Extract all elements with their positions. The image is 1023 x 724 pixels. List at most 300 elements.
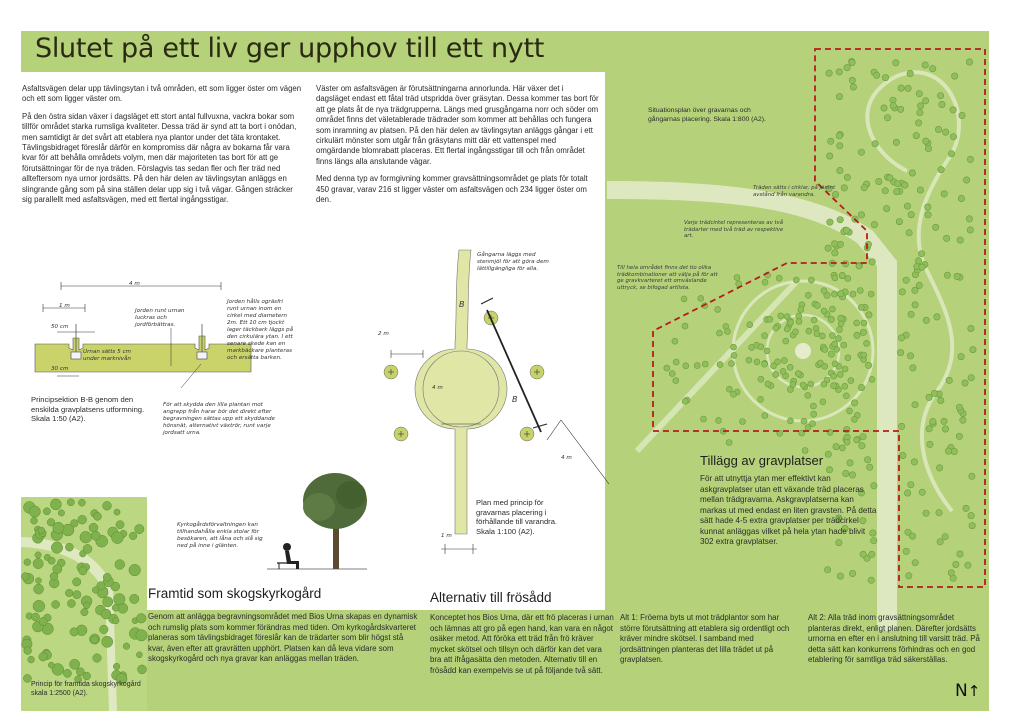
tree-icon [672, 338, 678, 344]
tree-icon [758, 396, 764, 402]
alternative-heading: Alternativ till frösådd [430, 590, 552, 605]
tree-icon [917, 110, 923, 116]
tree-icon [872, 141, 878, 147]
tree-icon [828, 138, 834, 144]
tree-icon [776, 275, 782, 281]
tree-icon [858, 304, 864, 310]
tree-icon [858, 384, 864, 390]
tree-icon [796, 319, 802, 325]
future-body: Genom att anlägga begravningsområdet med Bios Urna skapas en dynamisk och rumslig plats som kommer förändras med tiden. Om kyrkogårdskvarteret planeras som tävlingsbidraget föreslår kan de trädarter som blir högst stå kvar, även efter att gravrätten upphört. Platsen kan då leva vidare som skogskyrkogård och nya gravar kan anläggas mellan träden. [148, 612, 418, 664]
tree-icon [873, 72, 879, 78]
tree-icon [916, 282, 922, 288]
tree-icon [958, 195, 964, 201]
tree-icon [923, 138, 929, 144]
tree-icon [746, 357, 752, 363]
tree-icon [923, 510, 929, 516]
tree-icon [773, 372, 779, 378]
tree-icon [912, 287, 918, 293]
dimension-label: 1 m [59, 303, 70, 309]
tree-icon [715, 306, 721, 312]
tree-icon [832, 361, 838, 367]
tree-icon [114, 509, 120, 515]
tree-icon [942, 534, 948, 540]
tree-icon [966, 216, 972, 222]
tree-icon [857, 288, 863, 294]
dimension-label: 4 m [129, 281, 140, 287]
tree-icon [838, 321, 844, 327]
tree-icon [899, 289, 905, 295]
tree-icon [829, 333, 835, 339]
tree-icon [76, 668, 84, 676]
tree-icon [91, 636, 99, 644]
tree-icon [775, 359, 781, 365]
tree-icon [925, 146, 931, 152]
tree-icon [907, 353, 913, 359]
tree-icon [801, 418, 807, 424]
tree-icon [948, 570, 954, 576]
tree-icon [948, 151, 954, 157]
tree-icon [854, 320, 860, 326]
tree-icon [731, 352, 737, 358]
tree-icon [950, 107, 956, 113]
tree-icon [881, 105, 887, 111]
tree-icon [849, 59, 855, 65]
tree-icon [764, 348, 770, 354]
tree-icon [939, 101, 945, 107]
tree-icon [716, 417, 722, 423]
tree-icon [73, 591, 81, 599]
alternative-option-2: Alt 2: Alla träd inom gravsättningsområdet planteras direkt, enligt planen. Därefter jordsätts urnorna en efter en i anslutning till varsitt träd. På detta sätt kan konkurrens förhindras och en god etablering för samtliga träd säkerställas. [808, 613, 980, 665]
tree-icon [837, 217, 843, 223]
tree-icon [908, 211, 914, 217]
tree-icon [883, 205, 889, 211]
tree-icon [842, 366, 848, 372]
tree-icon [31, 517, 38, 524]
tree-icon [860, 329, 866, 335]
tree-icon [793, 277, 799, 283]
tree-icon [952, 73, 958, 79]
tree-icon [876, 178, 882, 184]
tree-icon [861, 320, 867, 326]
tree-icon [826, 70, 832, 76]
tree-icon [808, 381, 814, 387]
intro-paragraph: Väster om asfaltsvägen är förutsättningarna annorlunda. Här växer det i dagsläget endast ett fåtal träd utspridda över gräsytan. Dessa kommer tas bort för att ge plats åt de nya trädgrupperna. Längs med grusgångarna norr och söder om området finns det väletablerade trädrader som kommer att behållas och fungera som inramning av platsen. På den här delen av tävlingsytan anläggs gångar i ett cirkulärt mönster som utgår från gräsytans mitt där ett vattenspel med omgärdande blomrabatt placeras. Ett flertal ingångsstigar till och från området finns längs alla anslutande vägar. [316, 84, 599, 166]
alternative-option-1: Alt 1: Fröerna byts ut mot trädplantor som har större förutsättning att etablera sig ordentligt och kräver mindre skötsel. I samband med jordsättningen planteras det lilla trädet ut på gravplatsen. [620, 613, 790, 665]
tree-icon [911, 459, 917, 465]
tree-icon [917, 103, 923, 109]
tree-icon [35, 552, 41, 558]
tree-icon [936, 510, 942, 516]
tree-icon [843, 227, 849, 233]
tree-icon [837, 167, 843, 173]
bench-tree-sketch [267, 471, 367, 581]
tree-icon [821, 308, 827, 314]
tree-icon [24, 559, 31, 566]
tree-icon [860, 434, 866, 440]
tree-icon [767, 316, 773, 322]
tree-icon [78, 499, 85, 506]
tree-icon [828, 351, 834, 357]
tree-icon [113, 617, 120, 624]
tree-icon [919, 264, 925, 270]
tree-icon [944, 272, 950, 278]
tree-icon [926, 394, 932, 400]
tree-icon [915, 120, 921, 126]
tree-icon [92, 587, 99, 594]
tree-icon [70, 628, 78, 636]
tree-icon [894, 181, 900, 187]
tree-icon [938, 166, 944, 172]
section-marker-b: B [459, 300, 465, 309]
tree-icon [694, 363, 700, 369]
tree-icon [884, 115, 890, 121]
tree-icon [682, 323, 688, 329]
tree-icon [841, 185, 847, 191]
tree-icon [821, 381, 827, 387]
tree-icon [116, 521, 124, 529]
tree-icon [957, 551, 963, 557]
tree-icon [813, 325, 819, 331]
tree-icon [726, 386, 732, 392]
tree-icon [898, 335, 904, 341]
tree-icon [805, 292, 811, 298]
tree-icon [851, 400, 857, 406]
tree-icon [858, 212, 864, 218]
tree-icon [784, 326, 790, 332]
tree-icon [926, 426, 932, 432]
tree-icon [909, 170, 915, 176]
section-note-urn: Urnan sätts 5 cm under marknivån [83, 349, 131, 362]
tree-icon [967, 156, 973, 162]
tree-icon [902, 182, 908, 188]
section-caption: Principsektion B-B genom den enskilda gravplatsens utformning. Skala 1:50 (A2). [31, 395, 145, 423]
tree-icon [113, 663, 120, 670]
tree-icon [773, 325, 779, 331]
tree-icon [848, 378, 854, 384]
intro-paragraph: Med denna typ av formgivning kommer gravsättningsområdet ge plats för totalt 450 gravar, varav 216 st ligger väster om asfaltsvägen och 234 ligger öster om den. [316, 174, 588, 205]
tree-icon [927, 441, 933, 447]
tree-icon [805, 392, 811, 398]
tree-icon [907, 70, 913, 76]
tree-icon [905, 85, 911, 91]
tree-icon [937, 539, 943, 545]
section-note-soil: Jorden runt urnan luckras och jordförbättras. [135, 308, 185, 328]
tree-icon [102, 636, 113, 647]
tree-icon [941, 191, 947, 197]
tree-icon [931, 390, 937, 396]
tree-icon [946, 377, 952, 383]
tree-icon [837, 241, 843, 247]
tree-icon [701, 416, 707, 422]
tree-icon [94, 512, 102, 520]
page-title: Slutet på ett liv ger upphov till ett nytt [35, 33, 545, 64]
tree-icon [832, 341, 838, 347]
tree-icon [861, 185, 867, 191]
tree-icon [842, 383, 848, 389]
tree-icon [78, 515, 87, 524]
tree-icon [890, 103, 896, 109]
tree-icon [811, 411, 817, 417]
tree-icon [725, 329, 731, 335]
site-note-circle: Varje trädcirkel representeras av två trädarter med två träd av respektive art. [684, 220, 784, 240]
tree-icon [908, 311, 914, 317]
tree-icon [906, 230, 912, 236]
tree-icon [942, 426, 948, 432]
addition-heading: Tillägg av gravplatser [700, 453, 824, 468]
tree-icon [822, 363, 828, 369]
tree-icon [814, 331, 820, 337]
tree-icon [844, 439, 850, 445]
tree-icon [819, 333, 825, 339]
tree-icon [882, 74, 888, 80]
tree-icon [963, 505, 969, 511]
intro-column-1 [22, 84, 305, 212]
tree-icon [726, 440, 732, 446]
tree-icon [33, 559, 43, 569]
tree-icon [922, 62, 928, 68]
section-marker-b: B [512, 395, 518, 404]
tree-icon [28, 656, 35, 663]
tree-icon [681, 296, 687, 302]
tree-icon [965, 562, 971, 568]
tree-icon [956, 433, 962, 439]
tree-icon [837, 327, 843, 333]
tree-icon [850, 291, 856, 297]
section-note-protect: För att skydda den lilla plantan mot angrepp från harar bör det direkt efter begravningen sättas upp ett skyddande hönsnät, alternativt växtrör, runt varje jordsatt urna. [163, 402, 275, 436]
tree-icon [717, 330, 723, 336]
tree-icon [970, 346, 976, 352]
tree-icon [910, 365, 916, 371]
tree-icon [831, 241, 837, 247]
tree-icon [916, 91, 922, 97]
tree-icon [836, 69, 842, 75]
tree-icon [903, 277, 909, 283]
tree-icon [67, 499, 74, 506]
tree-icon [53, 522, 64, 533]
tree-icon [959, 112, 965, 118]
tree-icon [962, 380, 968, 386]
tree-icon [123, 643, 130, 650]
tree-icon [814, 302, 820, 308]
tree-icon [24, 647, 32, 655]
tree-icon [869, 259, 875, 265]
intro-paragraph: På den östra sidan växer i dagsläget ett stort antal fullvuxna, vackra bokar som tillför området starka rumsliga kvaliteter. Dessa träd är synd att ta bort i onödan, men samtidigt är det svårt att etablera nya plantor under det täta krontaket. Tävlingsbidraget föreslår därför en kompromiss där några av bokarna får vara kvar för att behålla områdets volym, men där majoriteten tas bort för att ge förutsättningar för de nya träden. Förslagvis tas sedan fler och fler träd ned allteftersom nya urnor jordsätts. På den här delen av tävlingsytan anläggs en slingrande gång som på sina ställen delar upp sig i två vägar. Gången sträcker sig parallellt med asfaltsvägen, med ett flertal ingångsstigar. [22, 111, 297, 205]
tree-icon [83, 602, 90, 609]
tree-icon [825, 245, 831, 251]
tree-icon [967, 227, 973, 233]
tree-icon [950, 134, 956, 140]
tree-icon [67, 600, 75, 608]
tree-icon [925, 204, 931, 210]
future-heading: Framtid som skogskyrkogård [148, 586, 322, 601]
tree-icon [958, 353, 964, 359]
tree-icon [966, 59, 972, 65]
tree-icon [783, 338, 789, 344]
tree-icon [822, 347, 828, 353]
site-note-rows: Träden sätts i cirklar, på jämnt avstånd från varandra. [753, 185, 836, 198]
tree-icon [923, 317, 929, 323]
north-arrow [955, 681, 980, 701]
tree-icon [934, 314, 940, 320]
tree-icon [861, 352, 867, 358]
tree-icon [115, 560, 125, 570]
tree-icon [841, 342, 847, 348]
tree-icon [137, 614, 147, 624]
tree-icon [941, 418, 947, 424]
tree-icon [930, 65, 936, 71]
tree-icon [112, 604, 119, 611]
intro-paragraph: Asfaltsvägen delar upp tävlingsytan i två områden, ett som ligger öster om vägen och ett som ligger väster om. [22, 84, 302, 104]
tree-icon [837, 143, 843, 149]
tree-icon [664, 365, 670, 371]
tree-icon [781, 357, 787, 363]
tree-icon [935, 126, 941, 132]
tree-icon [836, 133, 842, 139]
tree-icon [52, 601, 60, 609]
tree-icon [869, 376, 875, 382]
tree-icon [844, 64, 850, 70]
tree-icon [844, 174, 850, 180]
tree-icon [903, 548, 909, 554]
tree-icon [847, 408, 853, 414]
tree-icon [882, 188, 888, 194]
addition-box [692, 449, 877, 589]
tree-icon [58, 510, 64, 516]
tree-icon [943, 235, 949, 241]
dimension-label: 50 cm [51, 324, 69, 330]
tree-icon [788, 320, 794, 326]
tree-icon [839, 272, 845, 278]
tree-icon [36, 578, 42, 584]
tree-icon [793, 329, 799, 335]
tree-icon [682, 398, 688, 404]
tree-icon [38, 527, 45, 534]
tree-icon [893, 60, 899, 66]
tree-icon [845, 276, 851, 282]
tree-icon [135, 524, 144, 533]
tree-icon [828, 316, 834, 322]
tree-icon [951, 448, 957, 454]
tree-icon [731, 344, 737, 350]
tree-icon [909, 533, 915, 539]
tree-icon [904, 490, 910, 496]
dimension-label: 4 m [561, 455, 572, 461]
tree-icon [829, 306, 835, 312]
tree-icon [762, 361, 768, 367]
tree-icon [91, 531, 100, 540]
tree-icon [79, 567, 87, 575]
bench-note: Kyrkogårdsförvaltningen kan tillhandahålla enkla stolar för besökaren, att låna och slå sig ned på inne i glänten. [177, 522, 263, 549]
tree-icon [945, 448, 951, 454]
tree-icon [897, 349, 903, 355]
arrow-up-icon: ↑ [967, 682, 981, 700]
tree-icon [806, 328, 812, 334]
tree-icon [673, 359, 679, 365]
tree-icon [796, 313, 802, 319]
tree-icon [836, 336, 842, 342]
plan-caption: Plan med princip för gravarnas placering i förhållande till varandra. Skala 1:100 (A2). [476, 498, 558, 536]
tree-icon [827, 219, 833, 225]
tree-icon [933, 224, 939, 230]
tree-icon [65, 543, 73, 551]
tree-icon [730, 391, 736, 397]
tree-icon [81, 608, 88, 615]
tree-icon [103, 597, 113, 607]
tree-icon [827, 153, 833, 159]
tree-icon [919, 489, 925, 495]
tree-icon [850, 84, 856, 90]
tree-icon [851, 416, 857, 422]
tree-icon [953, 561, 959, 567]
tree-icon [864, 340, 870, 346]
tree-icon [866, 312, 872, 318]
north-label: N [955, 681, 968, 701]
tree-icon [798, 307, 804, 313]
tree-icon [936, 465, 942, 471]
tree-icon [33, 600, 45, 612]
tree-icon [968, 375, 974, 381]
tree-icon [894, 189, 900, 195]
tree-icon [673, 378, 679, 384]
addition-body: För att utnyttja ytan mer effektivt kan askgravplatser utan ett växande träd placeras mellan trädgravarna. Askgravplatserna kan markas ut med endast en liten gravsten. På detta sätt hade 4-5 extra gravplatser per trädcirkel kunnat anläggas vilket på hela ytan hade blivit 302 extra gravplatser. [700, 474, 877, 546]
tree-icon [832, 275, 838, 281]
tree-icon [858, 149, 864, 155]
tree-icon [821, 288, 827, 294]
tree-icon [912, 402, 918, 408]
tree-icon [868, 291, 874, 297]
tree-icon [762, 413, 768, 419]
tree-icon [101, 609, 111, 619]
tree-icon [747, 322, 753, 328]
tree-icon [811, 317, 817, 323]
tree-icon [898, 106, 904, 112]
tree-icon [34, 584, 44, 594]
tree-icon [136, 652, 142, 658]
tree-icon [765, 381, 771, 387]
tree-icon [717, 362, 723, 368]
tree-icon [937, 93, 943, 99]
tree-icon [871, 221, 877, 227]
tree-icon [762, 333, 768, 339]
tree-icon [70, 659, 80, 669]
tree-icon [740, 419, 746, 425]
small-forest-plan [21, 497, 147, 711]
tree-icon [136, 630, 147, 641]
tree-icon [915, 258, 921, 264]
tree-icon [893, 139, 899, 145]
tree-icon [837, 371, 843, 377]
tree-icon [103, 573, 111, 581]
tree-icon [838, 290, 844, 296]
tree-icon [856, 263, 862, 269]
tree-icon [48, 557, 55, 564]
tree-icon [810, 421, 816, 427]
tree-icon [904, 203, 910, 209]
tree-icon [925, 212, 931, 218]
tree-icon [43, 508, 50, 515]
tree-icon [908, 482, 914, 488]
tree-icon [960, 417, 966, 423]
tree-icon [938, 397, 944, 403]
tree-icon [32, 613, 40, 621]
tree-icon [906, 573, 912, 579]
tree-icon [832, 291, 838, 297]
tree-icon [758, 344, 764, 350]
tree-icon [917, 187, 923, 193]
tree-icon [762, 279, 768, 285]
tree-icon [39, 617, 47, 625]
tree-icon [698, 295, 704, 301]
